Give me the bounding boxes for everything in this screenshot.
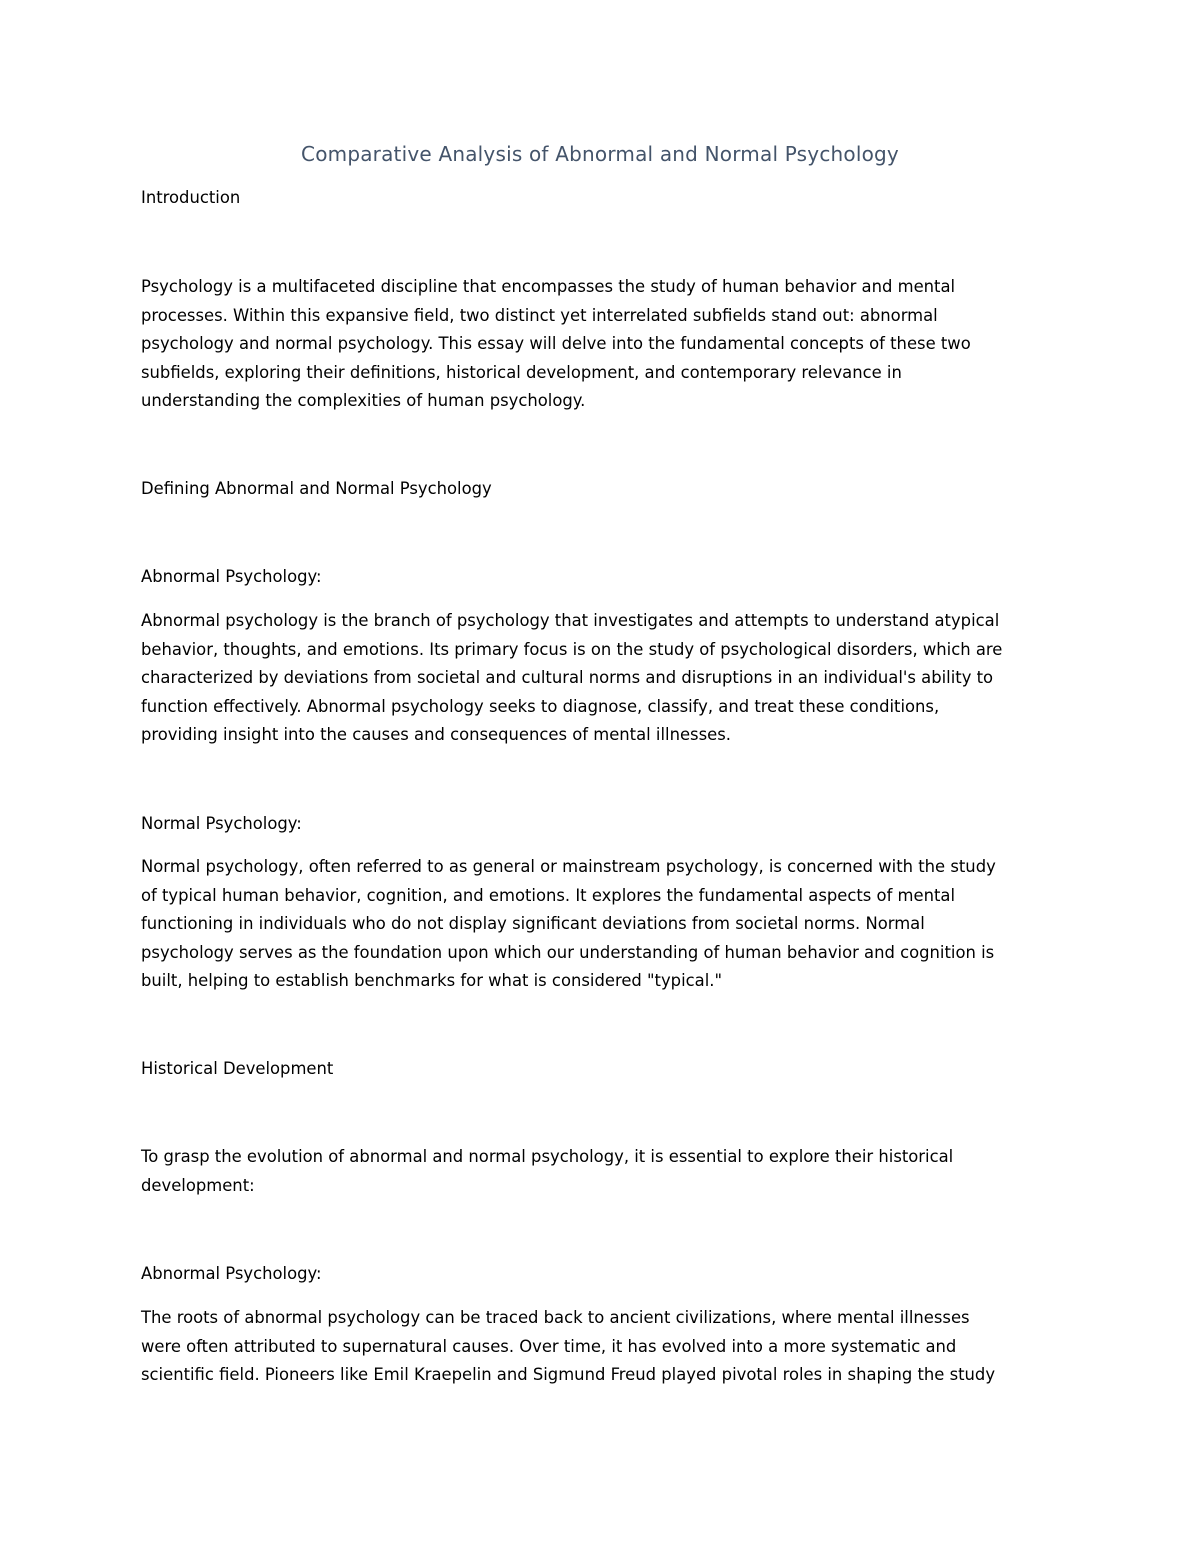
subheading-normal-psychology [141, 810, 1061, 839]
paragraph-normal-definition [141, 853, 1061, 996]
subheading-abnormal-psychology-history [141, 1260, 1061, 1289]
paragraph-line: psychology serves as the foundation upon which our understanding of human behavior and cognition is [141, 942, 995, 962]
subheading-text: Abnormal Psychology: [141, 567, 322, 586]
subheading-text: Normal Psychology: [141, 814, 302, 833]
paragraph-line: development: [141, 1175, 255, 1195]
paragraph-line: built, helping to establish benchmarks for what is considered "typical." [141, 971, 723, 990]
paragraph-abnormal-definition [141, 607, 1061, 750]
heading-text: Defining Abnormal and Normal Psychology [141, 479, 492, 498]
heading-introduction [141, 184, 1061, 213]
heading-historical-development [141, 1055, 1061, 1084]
paragraph-line: To grasp the evolution of abnormal and normal psychology, it is essential to explore their historical [141, 1147, 954, 1166]
paragraph-line: characterized by deviations from societal and cultural norms and disruptions in an individual's ability to [141, 668, 994, 687]
paragraph-line: function effectively. Abnormal psychology seeks to diagnose, classify, and treat these conditions, [141, 696, 940, 716]
paragraph-line: were often attributed to supernatural causes. Over time, it has evolved into a more systematic and [141, 1336, 957, 1356]
paragraph-historical-intro [141, 1143, 1061, 1200]
paragraph-line: functioning in individuals who do not display significant deviations from societal norms. Normal [141, 914, 925, 933]
paragraph-line: understanding the complexities of human psychology. [141, 391, 586, 410]
paragraph-line: psychology and normal psychology. This essay will delve into the fundamental concepts of these two [141, 334, 971, 353]
paragraph-line: subfields, exploring their definitions, historical development, and contemporary relevance in [141, 362, 902, 382]
paragraph-line: Abnormal psychology is the branch of psychology that investigates and attempts to understand atypical [141, 611, 1000, 630]
paragraph-introduction [141, 273, 1061, 416]
paragraph-line: scientific field. Pioneers like Emil Kraepelin and Sigmund Freud played pivotal roles in shaping the study [141, 1365, 996, 1384]
paragraph-line: Normal psychology, often referred to as general or mainstream psychology, is concerned with the study [141, 857, 996, 876]
paragraph-abnormal-history [141, 1304, 1061, 1390]
paragraph-line: Psychology is a multifaceted discipline that encompasses the study of human behavior and mental [141, 277, 956, 296]
document-title: Comparative Analysis of Abnormal and Normal Psychology [301, 142, 899, 166]
heading-defining [141, 475, 1061, 504]
heading-text: Historical Development [141, 1059, 334, 1078]
paragraph-line: The roots of abnormal psychology can be traced back to ancient civilizations, where mental illnesses [141, 1308, 970, 1327]
paragraph-line: providing insight into the causes and consequences of mental illnesses. [141, 725, 731, 744]
subheading-abnormal-psychology [141, 563, 1061, 592]
heading-text: Introduction [141, 188, 241, 207]
paragraph-line: processes. Within this expansive field, two distinct yet interrelated subfields stand out: abnormal [141, 305, 938, 325]
paragraph-line: of typical human behavior, cognition, and emotions. It explores the fundamental aspects of mental [141, 885, 956, 905]
subheading-text: Abnormal Psychology: [141, 1264, 322, 1283]
paragraph-line: behavior, thoughts, and emotions. Its primary focus is on the study of psychological disorders, which are [141, 639, 1003, 659]
